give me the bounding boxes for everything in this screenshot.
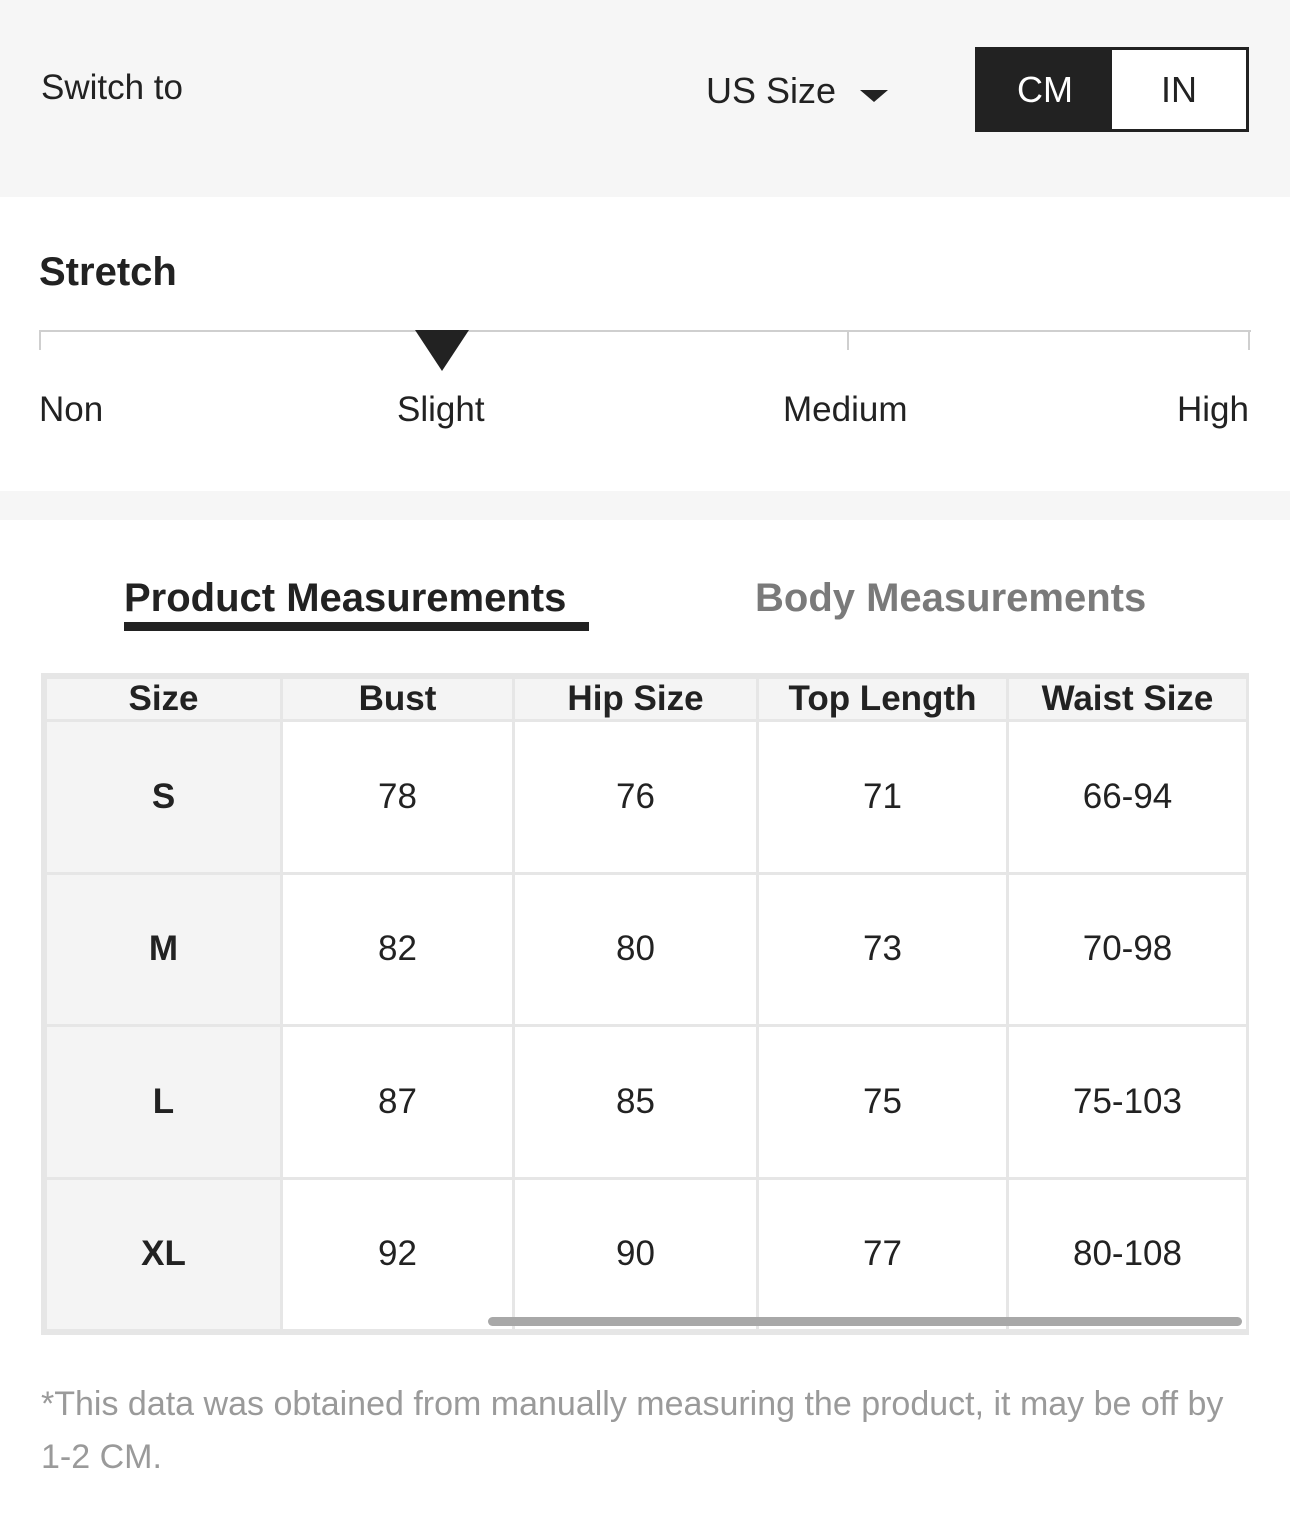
header-top-length: Top Length bbox=[758, 678, 1008, 721]
waist-cell: 80-108 bbox=[1008, 1178, 1248, 1331]
size-switch-bar bbox=[0, 0, 1290, 197]
measurement-disclaimer: *This data was obtained from manually measuring the product, it may be off by 1-2 CM. bbox=[41, 1385, 1224, 1476]
table-row bbox=[46, 1178, 1248, 1331]
section-divider bbox=[0, 491, 1290, 520]
table-row bbox=[46, 873, 1248, 1026]
scale-tick-medium bbox=[847, 330, 849, 350]
tab-product-measurements[interactable]: Product Measurements bbox=[124, 576, 567, 620]
bust-cell: 82 bbox=[282, 873, 514, 1026]
size-table[interactable] bbox=[41, 673, 1249, 1335]
table-row bbox=[46, 721, 1248, 874]
chevron-down-icon bbox=[860, 90, 888, 102]
header-hip-size: Hip Size bbox=[514, 678, 758, 721]
hip-cell: 85 bbox=[514, 1026, 758, 1179]
size-cell: L bbox=[46, 1026, 282, 1179]
scale-tick-start bbox=[39, 330, 41, 350]
size-cell: S bbox=[46, 721, 282, 874]
hip-cell: 76 bbox=[514, 721, 758, 874]
top-length-cell: 77 bbox=[758, 1178, 1008, 1331]
header-waist-size: Waist Size bbox=[1008, 678, 1248, 721]
waist-cell: 70-98 bbox=[1008, 873, 1248, 1026]
bust-cell: 78 bbox=[282, 721, 514, 874]
top-length-cell: 75 bbox=[758, 1026, 1008, 1179]
header-bust: Bust bbox=[282, 678, 514, 721]
bust-cell: 87 bbox=[282, 1026, 514, 1179]
stretch-level-high: High bbox=[1177, 390, 1249, 429]
stretch-level-slight: Slight bbox=[397, 390, 485, 429]
unit-cm-button[interactable]: CM bbox=[978, 50, 1112, 129]
waist-cell: 66-94 bbox=[1008, 721, 1248, 874]
stretch-title: Stretch bbox=[39, 250, 177, 294]
bust-cell: 92 bbox=[282, 1178, 514, 1331]
top-length-cell: 73 bbox=[758, 873, 1008, 1026]
unit-toggle bbox=[975, 47, 1249, 132]
table-row bbox=[46, 1026, 1248, 1179]
top-length-cell: 71 bbox=[758, 721, 1008, 874]
switch-to-label: Switch to bbox=[41, 68, 183, 107]
hip-cell: 90 bbox=[514, 1178, 758, 1331]
stretch-level-non: Non bbox=[39, 390, 104, 429]
stretch-level-medium: Medium bbox=[783, 390, 908, 429]
hip-cell: 80 bbox=[514, 873, 758, 1026]
waist-cell: 75-103 bbox=[1008, 1026, 1248, 1179]
size-system-value: US Size bbox=[706, 70, 837, 111]
stretch-scale-line bbox=[39, 330, 1251, 332]
size-cell: XL bbox=[46, 1178, 282, 1331]
unit-in-button[interactable]: IN bbox=[1112, 50, 1246, 129]
tab-body-measurements[interactable]: Body Measurements bbox=[755, 576, 1147, 620]
active-tab-indicator bbox=[124, 622, 589, 631]
size-system-dropdown[interactable] bbox=[706, 70, 888, 112]
table-horizontal-scrollbar[interactable] bbox=[488, 1317, 1242, 1326]
scale-tick-end bbox=[1248, 330, 1250, 350]
size-cell: M bbox=[46, 873, 282, 1026]
stretch-marker-icon bbox=[415, 330, 469, 371]
header-size: Size bbox=[46, 678, 282, 721]
size-table-grid bbox=[44, 676, 1249, 1332]
table-header-row bbox=[46, 678, 1248, 721]
